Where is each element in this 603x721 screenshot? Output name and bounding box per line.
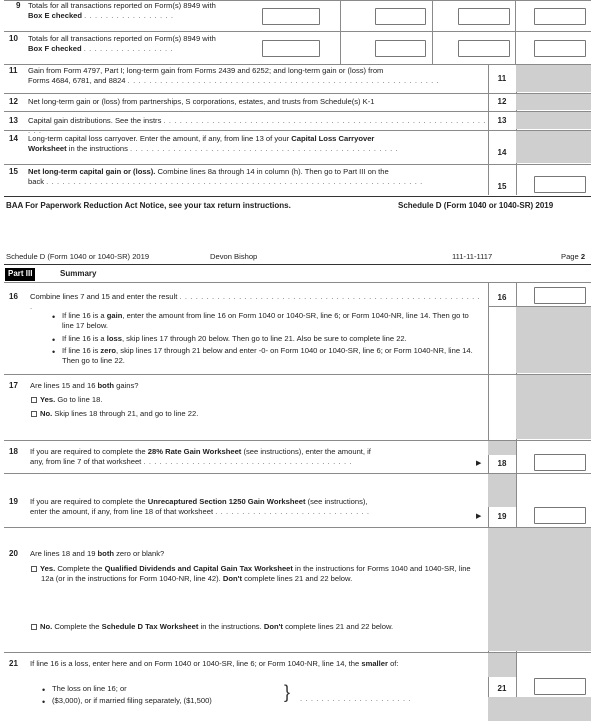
line-21-bullet-1: • The loss on line 16; or [52,684,280,694]
bullet-bold: zero [100,345,117,355]
line-19-text-post: (see instructions), [305,497,368,506]
line-11-text-a: Gain from Form 4797, Part I; long-term gain from Forms 2439 and 6252; and long-term gain or (loss) from [28,66,384,75]
line-9-text-a: Totals for all transactions reported on Form(s) 8949 with [28,1,216,10]
page-num: 2 [580,252,586,261]
no-label: No. [40,622,53,631]
line-18-col-label: 18 [497,459,507,468]
line-18-number: 18 [9,447,18,456]
page-number [561,252,585,262]
no-text: in the instructions. [198,622,264,631]
line-14-text [28,134,488,155]
line-10-col-g-input[interactable] [458,40,510,57]
line-14-text-b: in the instructions [66,144,128,154]
yes-text: Go to line 18. [55,395,103,404]
line-18-text-bold: 28% Rate Gain Worksheet [147,447,242,456]
line-20-no-checkbox[interactable] [31,624,37,630]
line-20-text-pre: Are lines 18 and 19 [30,549,98,558]
line-20-yes [31,564,483,585]
line-12-number: 12 [9,97,18,106]
line-13-number: 13 [9,116,18,125]
line-21-bullets [40,684,280,709]
dot-leader: . . . . . . . . . . . . . . . . . . . . . . . . . . . . . . . . . . . . . . . [143,457,353,467]
line-19-text-b: enter the amount, if any, from line 18 of that worksheet [30,507,214,517]
line-10-text [28,34,258,55]
line-17-yes [31,395,102,405]
dot-leader: . . . . . . . . . . . . . . . . . . . . . . . . . . . . . . . . . . . . . . . . . . . . . . . . . . . . . . . . . . . . . . . [28,116,486,136]
dot-leader: . . . . . . . . . . . . . . . . . . . . . . . . . . . . . . . . . . . . . . . . . . . . . . . . . . . . . . . . . [30,292,481,312]
line-9-col-e-input[interactable] [375,8,426,25]
taxpayer-name: Devon Bishop [210,252,258,261]
line-16-bullet-gain [62,311,482,332]
line-15-text-a: Combine lines 8a through 14 in column (h). Then go to Part III on the [155,167,389,176]
line-20-number: 20 [9,549,18,558]
footer-form-name: Schedule D (Form 1040 or 1040-SR) 2019 [398,201,554,210]
yes-bold-text: Don't [222,574,243,584]
line-11-number: 11 [9,66,18,75]
dot-leader: . . . . . . . . . . . . . . . . . . . . . . . . . . . . . . . . . . . . . . . . . . . . . . . . . . . . . . . . . . [127,76,440,86]
line-20-text-post: zero or blank? [114,549,165,558]
line-18-arrow-icon: ▶ [476,460,482,467]
line-14-text-a-bold: Capital Loss Carryover [291,134,375,143]
dot-leader: . . . . . . . . . . . . . . . . . [84,11,174,21]
line-20-text-bold: both [97,549,114,558]
line-20-no [31,622,483,632]
line-21-text [30,659,485,669]
line-10-col-h-input[interactable] [534,40,586,57]
line-16-text-main: Combine lines 7 and 15 and enter the result [30,292,178,301]
line-18-text-b: any, from line 7 of that worksheet [30,457,142,467]
line-18-text-pre: If you are required to complete the [30,447,148,456]
line-17-no-checkbox[interactable] [31,411,37,417]
line-17-number: 17 [9,381,18,390]
line-14-text-b-bold: Worksheet [28,144,67,154]
line-20-yes-checkbox[interactable] [31,566,37,572]
line-9-col-g-input[interactable] [458,8,510,25]
line-19-input[interactable] [534,507,586,524]
bullet-bold: loss [106,333,122,343]
bullet-text: If line 16 is a [62,311,107,320]
dot-leader: . . . . . . . . . . . . . . . . . . . . . . . . . . . . . [215,507,370,517]
line-9-col-d-input[interactable] [262,8,320,25]
line-21-col-label: 21 [497,684,507,693]
line-16-col-label: 16 [497,293,507,302]
no-text: complete lines 21 and 22 below. [282,622,394,631]
line-15-text [28,167,488,188]
yes-bold-text: Qualified Dividends and Capital Gain Tax Worksheet [104,564,293,573]
line-17-text-post: gains? [114,381,139,390]
line-19-text-bold: Unrecaptured Section 1250 Gain Worksheet [147,497,306,506]
taxpayer-ssn: 111-11-1117 [452,252,493,261]
line-21-bullet-2: • ($3,000), or if married filing separately, ($1,500) [52,696,280,706]
line-17-text [30,381,485,391]
line-14-text-a: Long-term capital loss carryover. Enter the amount, if any, from line 13 of your [28,134,292,143]
line-12-col-label: 12 [497,97,507,106]
line-10-col-e-input[interactable] [375,40,426,57]
line-17-text-bold: both [97,381,114,390]
line-16-bullets [50,311,482,368]
line-15-input[interactable] [534,176,586,193]
line-15-number: 15 [9,167,18,176]
bullet-text: If line 16 is a [62,333,107,343]
line-16-bullet-zero [62,346,482,367]
line-17-yes-checkbox[interactable] [31,397,37,403]
bullet-text: , enter the amount from line 16 on Form 1040 or 1040-SR, line 6; or Form 1040-NR, line 14. Then go to line 17 below. [62,311,469,331]
no-text: Skip lines 18 through 21, and go to line 22. [52,409,199,418]
line-14-number: 14 [9,134,18,143]
bullet-text: , skip lines 17 through 20 below. Then go to line 21. Also be sure to complete line 22. [121,333,407,343]
no-label: No. [40,409,53,418]
line-21-text-bold: smaller [361,659,388,668]
line-18-text-post: (see instructions), enter the amount, if [241,447,371,456]
line-13-text-main: Capital gain distributions. See the instrs [28,116,162,125]
line-10-number: 10 [9,34,18,43]
line-16-input[interactable] [534,287,586,304]
bullet-text: If line 16 is [62,345,101,355]
line-9-col-h-input[interactable] [534,8,586,25]
no-text: Complete the [52,622,102,631]
line-21-text-post: of: [387,659,399,668]
line-9-number: 9 [16,1,21,10]
line-10-text-b: Box F checked [28,44,82,54]
line-11-col-label: 11 [497,74,507,83]
line-15-text-b: back [28,177,45,187]
footer-paperwork-notice: BAA For Paperwork Reduction Act Notice, see your tax return instructions. [6,201,291,210]
line-9-text-b: Box E checked [28,11,83,21]
brace-icon: } [284,682,291,702]
dot-leader: . . . . . . . . . . . . . . . . . [83,44,174,54]
line-17-no [31,409,198,419]
line-19-number: 19 [9,497,18,506]
line-15-col-label: 15 [497,182,507,191]
yes-text: in the instructions for Forms 1040 and 1040-SR, line 12a (or in the instructions for Form 1040-NR, line 42). [41,564,471,584]
line-16-number: 16 [9,292,18,301]
yes-text: complete lines 21 and 22 below. [242,574,353,584]
line-9-text [28,1,258,22]
dot-leader: . . . . . . . . . . . . . . . . . . . . . . . . . . . . . . . . . . . . . . . . . . . . . . . . . . [130,144,399,154]
line-19-text [30,497,470,518]
line-10-text-a: Totals for all transactions reported on Form(s) 8949 with [28,34,216,43]
line-17-text-pre: Are lines 15 and 16 [30,381,98,390]
line-21-text-pre: If line 16 is a loss, enter here and on Form 1040 or 1040-SR, line 6; or Form 1040-NR, line 14, the [30,659,362,668]
dot-leader: . . . . . . . . . . . . . . . . . . . . . . . . . . . . . . . . . . . . . . . . . . . . . . . . . . . . . . . . . . . . . . . . . . . . . . [46,177,423,187]
line-18-input[interactable] [534,454,586,471]
line-14-col-label: 14 [497,148,507,157]
line-19-arrow-icon: ▶ [476,513,482,520]
line-20-text [30,549,485,559]
dot-leader: . . . . . . . . . . . . . . . . . . . . . [300,694,412,703]
yes-text: Complete the [55,564,105,573]
bullet-text: , skip lines 17 through 21 below and enter -0- on Form 1040 or 1040-SR, line 6; or Form 1040-NR, line 14. Then go to line 22. [62,345,473,365]
line-21-input[interactable] [534,678,586,695]
line-21-number: 21 [9,659,18,668]
part-iii-badge: Part III [5,268,35,281]
no-bold-text: Don't [263,622,283,631]
line-10-col-d-input[interactable] [262,40,320,57]
line-15-text-a-bold: Net long-term capital gain or (loss). [28,167,156,176]
bullet-bold: gain [106,311,123,320]
yes-label: Yes. [40,395,56,404]
line-19-col-label: 19 [497,512,507,521]
page2-form-name: Schedule D (Form 1040 or 1040-SR) 2019 [6,252,150,261]
line-16-text [30,292,485,313]
line-12-text: Net long-term gain or (loss) from partnerships, S corporations, estates, and trusts from Schedule(s) K-1 [28,97,375,106]
no-bold-text: Schedule D Tax Worksheet [101,622,199,631]
line-16-bullet-loss [62,334,482,344]
line-11-text [28,66,488,87]
yes-label: Yes. [40,564,56,573]
part-iii-title: Summary [60,269,97,278]
page-label: Page [561,252,581,261]
line-19-text-pre: If you are required to complete the [30,497,148,506]
line-11-text-b: Forms 4684, 6781, and 8824 [28,76,126,86]
line-13-col-label: 13 [497,116,507,125]
line-18-text [30,447,470,468]
